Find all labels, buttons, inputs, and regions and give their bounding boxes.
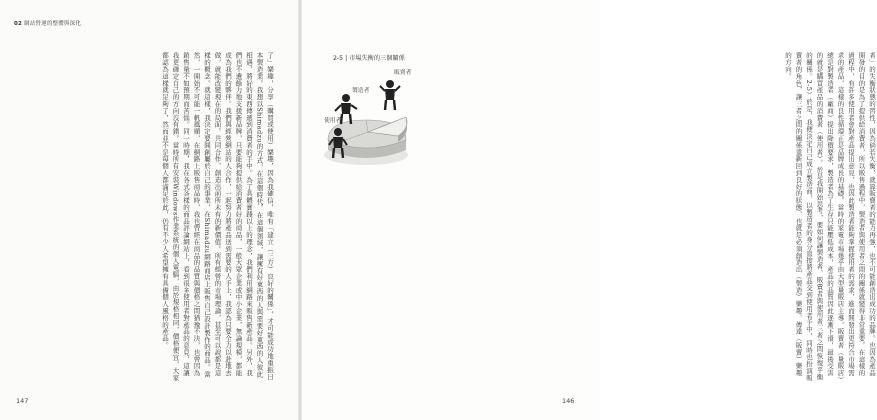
figure-caption: 2-5 | 市場失衡的三個關係 [333, 55, 405, 62]
left-page [0, 0, 300, 420]
chapter-title: 網站營運的整體與深化 [24, 21, 82, 27]
role-label-user: 使用者 [324, 118, 342, 124]
book-gutter [298, 0, 302, 420]
three-party-pie-figure [318, 62, 418, 192]
left-page-body: 了」樂趣，分享（購買或使用）樂趣，因為我確信，唯有「建立（三方）良好的關係」，才可能成功地重振日本製造業。我想以Shimadzu的方式，在這個時代、在這個領域，讓擁有好東西的人與需要好東西的人彼此相遇，將好的東西傳遞到消費者的手中。為了具體實踐以上的理念，我們利用網路來販售新產品。另外，我們也不遺餘力地支援新品牌，只要能夠提供給消費者好的商品，一般大眾企業或中小企業，無論規模，都能成為我們的夥伴。我們與經營網站的人合作，一起努力將產品送到需要的人手上，我認為只要全力以赴地去做，就能改變現在的局面。共同合作，創造出前所未有的新價值。所有經營的市場理論，甚至可以說都是這樣的概念。就這樣，我決定要開創屬於自己的事業，在Shimadzu網路商店上販售自己設計製作的商品。當然，一開始不可能一帆風順，在網路上販售商品時，我也曾經在商品的品質與價格之間猶豫不決，也曾因為銷售量不如預期而苦惱。同一時期，我在各式各樣的商品評論網站上，看到很多使用者對產品的意見，這讓我更確定自己的方向沒有錯。當時所有安裝Windows作業系統的個人電腦，由於規格相同，價格便宜，大家都認為這樣就足夠了，然而並不是每個人都滿足於此，仍有不少人希望擁有具備個人風格的產品。 [161, 52, 274, 382]
chapter-number: 02 [14, 21, 23, 27]
seller-figure-icon [380, 80, 400, 110]
running-header [14, 19, 81, 27]
right-page-body: 者」的失衡狀態的習性，因為倘若失衡，就算販賣者的能力再強，也不可能創造出成功的品牌。也因為產品開發的目的是為了提供給消費者，所以販售過程中，製造者與使用者之間的關係就變得非常重要。在這樣的過程中，有許多使用者會對產品提出意見，也因此製造者能夠掌握使用者的需求，進而開發出更符合市場需求的產品，這樣的良性循環正是品牌成長的基礎。當時的家電市場幾乎由大型量販店主導，販賣者（量販店）總是對製造者（廠商）提出降價要求，製造者為了生存只能壓低成本，產品的品質因此逐漸下滑，最後受害的就是購買產品的消費者（使用者）。於是我開始思考，要如何讓製造者、販賣者與使用者三者之間恢復平衡的關係。2-5）於是，我便決定自己成立製造商，以製造者的身分直接將產品交到使用者手中，同時也扮演販賣者的角色，讓三者之間的關係重新回到良好的狀態，也就是必須創造出（製造）樂趣、傳達（販賣）樂趣的方向。 [784, 52, 876, 382]
role-label-maker: 製造者 [352, 88, 370, 94]
right-page-number: 146 [562, 397, 575, 405]
left-page-number: 147 [16, 397, 29, 405]
role-label-seller: 販賣者 [394, 70, 412, 76]
